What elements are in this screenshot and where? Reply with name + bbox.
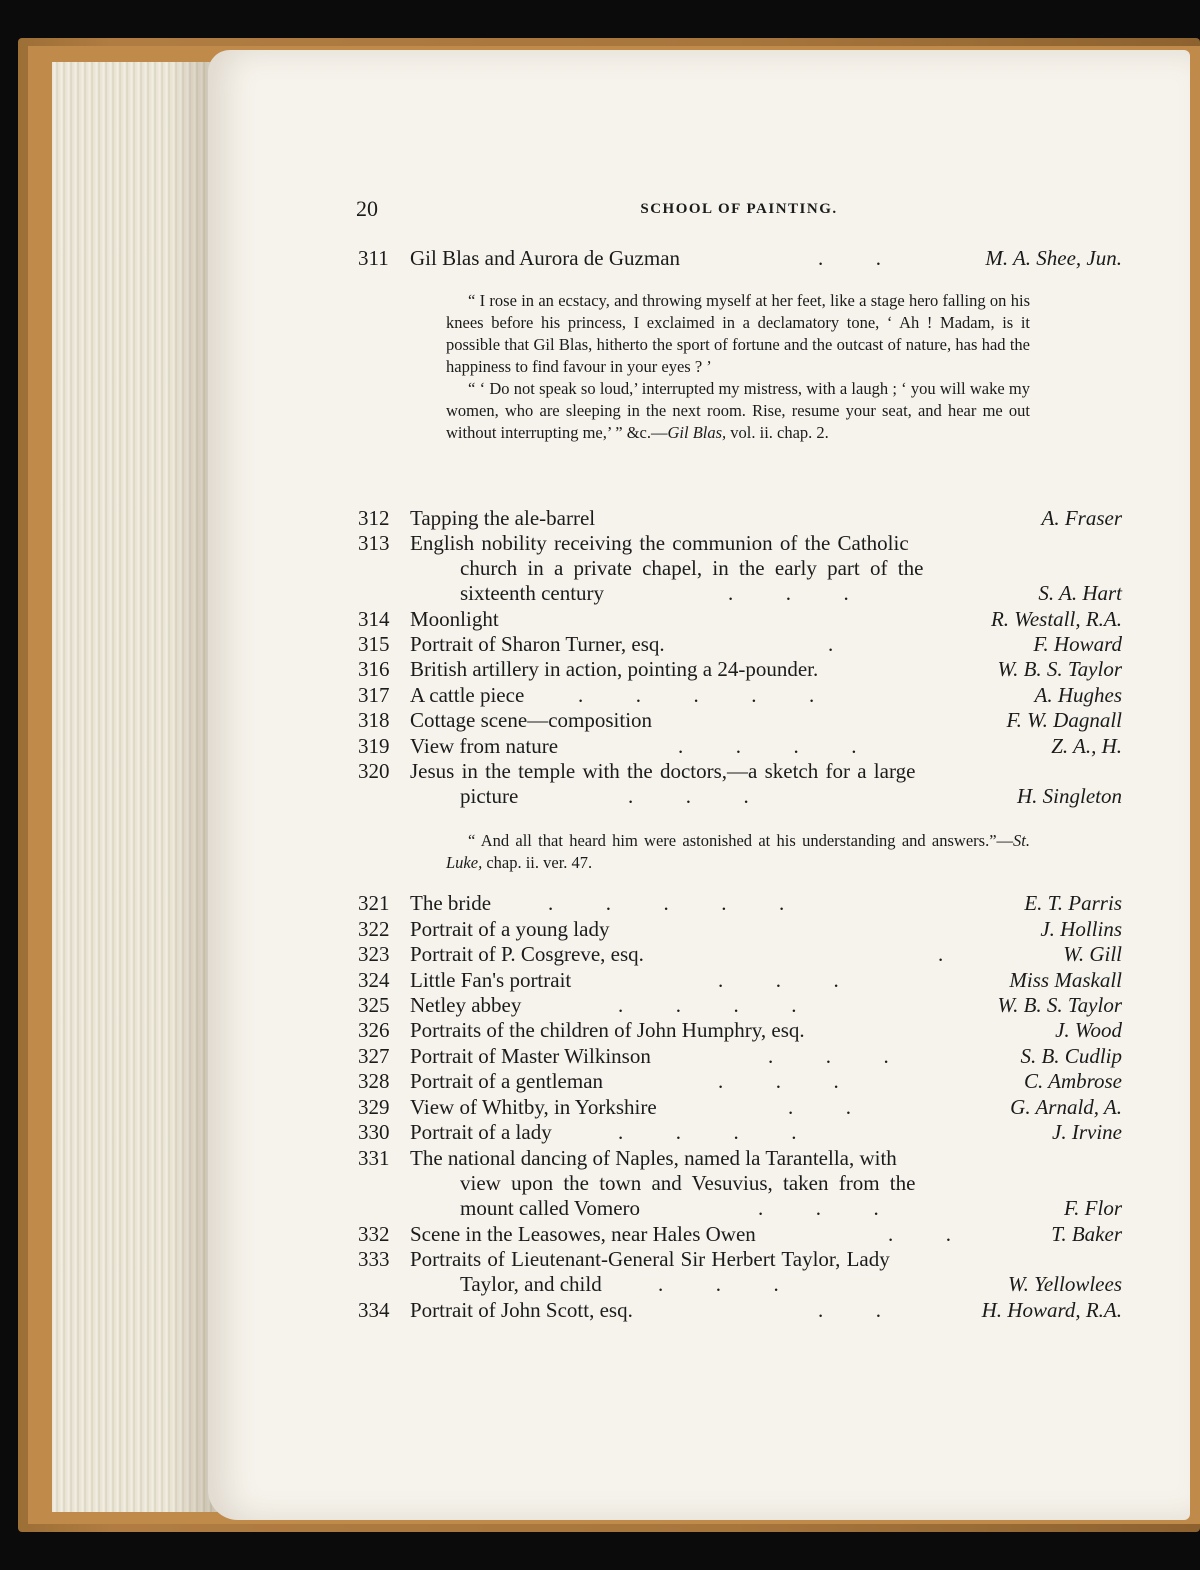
entry-artist (1051, 734, 1122, 759)
entry-title: Scene in the Leasowes, near Hales Owen (410, 1222, 756, 1246)
entry-artist: F. Flor (1064, 1196, 1122, 1220)
quote-reference: vol. ii. chap. 2. (726, 423, 829, 442)
page-number: 20 (356, 196, 378, 221)
entry-artist: F. Howard (1033, 632, 1122, 656)
entry-number: 326 (358, 1018, 390, 1042)
entry-number: 316 (358, 657, 390, 681)
entry-title: View of Whitby, in Yorkshire (410, 1095, 657, 1119)
entry-number: 319 (358, 734, 390, 758)
entry-artist: J. Irvine (1052, 1120, 1122, 1144)
entry-artist: W. Yellowlees (1008, 1272, 1122, 1296)
entry-artist: H. Singleton (1017, 784, 1122, 808)
entry-title: The bride (410, 891, 492, 915)
entry-title: English nobility receiving the communion of the Catholic (410, 531, 909, 555)
leader-dots: . . . (768, 1044, 889, 1068)
leader-dots: . . . . (618, 993, 797, 1017)
entry-title: Gil Blas and Aurora de Guzman (410, 246, 681, 270)
leader-dots: . . . (628, 784, 749, 808)
quote-text: “ And all that heard him were astonished at his understanding and answers.”— (468, 831, 1014, 850)
entry-number: 331 (358, 1146, 390, 1170)
quote-paragraph (446, 830, 1030, 874)
leader-dots: . . (788, 1095, 851, 1119)
entry-title: The national dancing of Naples, named la Tarantella, with (410, 1146, 897, 1170)
entry-number: 323 (358, 942, 390, 966)
entry-number: 333 (358, 1247, 390, 1271)
entry-artist: M. A. Shee, Jun. (985, 246, 1122, 270)
entry-artist: H. Howard, R.A. (981, 1298, 1122, 1322)
entry-number: 320 (358, 759, 390, 783)
entry-artist: W. B. S. Taylor (997, 657, 1122, 681)
entry-artist: F. W. Dagnall (1006, 708, 1122, 732)
entry-artist: E. T. Parris (1024, 891, 1122, 915)
quote-paragraph-1: “ I rose in an ecstacy, and throwing myself at her feet, like a stage hero falling on his knees before his princess, I exclaimed in a declamatory tone, ‘ Ah ! Madam, is it possible that Gil Blas, hitherto the sport of fortune and the outcast of nature, has had the happiness to find favour in your eyes ? ’ (446, 291, 1030, 376)
entry-title: Portrait of a young lady (410, 917, 610, 941)
quote-source: St. Luke, (446, 831, 1030, 872)
running-title: SCHOOL OF PAINTING. (640, 201, 838, 217)
entry-number: 332 (358, 1222, 390, 1246)
entry-artist: T. Baker (1051, 1222, 1122, 1246)
entry-title-continued: church in a private chapel, in the early part of the (460, 556, 924, 580)
quote-reference: chap. ii. ver. 47. (482, 853, 593, 872)
artist-name: Z. A., H. (1051, 734, 1122, 758)
entry-title: View from nature (410, 734, 559, 758)
entry-title: Cottage scene—composition (410, 708, 653, 732)
entry-artist: S. B. Cudlip (1020, 1044, 1122, 1068)
entry-artist: R. Westall, R.A. (990, 607, 1122, 631)
leader-dots: . . . (758, 1196, 879, 1220)
entry-title-continued: sixteenth century (460, 581, 605, 605)
entry-title-continued: view upon the town and Vesuvius, taken from the (460, 1171, 916, 1195)
quote-paragraph-2 (446, 378, 1030, 444)
quote-st-luke (446, 830, 1030, 874)
entry-title: Portrait of Sharon Turner, esq. (410, 632, 665, 656)
entry-number: 318 (358, 708, 390, 732)
entry-number: 329 (358, 1095, 390, 1119)
entry-title: A cattle piece (410, 683, 525, 707)
entry-artist: W. B. S. Taylor (997, 993, 1122, 1017)
entry-title: Portraits of Lieutenant-General Sir Herbert Taylor, Lady (410, 1247, 890, 1271)
entry-number: 321 (358, 891, 390, 915)
leader-dots: . . . (728, 581, 849, 605)
leader-dots: . . . . (678, 734, 857, 758)
leader-dots: . . . . (618, 1120, 797, 1144)
page-header (356, 196, 1122, 226)
entry-title: Little Fan's portrait (410, 968, 572, 992)
leader-dots: . (938, 942, 944, 966)
entry-artist: A. Hughes (1034, 683, 1122, 707)
entry-title-continued: Taylor, and child (460, 1272, 602, 1296)
entry-title: Portrait of a lady (410, 1120, 552, 1144)
leader-dots: . . (818, 1298, 881, 1322)
entry-number: 325 (358, 993, 390, 1017)
entry-title-continued: picture (460, 784, 519, 808)
entry-artist: J. Wood (1055, 1018, 1122, 1042)
entry-title: Portrait of John Scott, esq. (410, 1298, 633, 1322)
entry-number: 311 (358, 246, 389, 270)
entry-artist: S. A. Hart (1038, 581, 1122, 605)
entry-number: 330 (358, 1120, 390, 1144)
leader-dots: . . . (658, 1272, 779, 1296)
entry-number: 322 (358, 917, 390, 941)
entry-artist: G. Arnald, A. (1010, 1095, 1122, 1119)
leader-dots: . . . . . (548, 891, 785, 915)
entry-title: Moonlight (410, 607, 499, 631)
entry-artist: A. Fraser (1041, 506, 1122, 530)
leader-dots: . (828, 632, 834, 656)
leader-dots: . . (888, 1222, 951, 1246)
quote-text: “ ‘ Do not speak so loud,’ interrupted my mistress, with a laugh ; ‘ you will wake my women, who are sleeping in the next room. Rise, resume your seat, and hear me out without interrupting me,’ ” &c.— (446, 379, 1030, 442)
leader-dots: . . . . . (578, 683, 815, 707)
entry-title: Portrait of P. Cosgreve, esq. (410, 942, 644, 966)
entry-title-continued: mount called Vomero (460, 1196, 641, 1220)
quote-source: Gil Blas, (667, 423, 727, 442)
entry-number: 327 (358, 1044, 390, 1068)
entry-number: 312 (358, 506, 390, 530)
entry-title: Portrait of Master Wilkinson (410, 1044, 651, 1068)
entry-title: Portraits of the children of John Humphry, esq. (410, 1018, 805, 1042)
entry-number: 317 (358, 683, 390, 707)
entry-number: 314 (358, 607, 390, 631)
quote-gil-blas (446, 290, 1030, 444)
entry-number: 334 (358, 1298, 390, 1322)
entry-artist: W. Gill (1063, 942, 1122, 966)
entry-title: Jesus in the temple with the doctors,—a sketch for a large (410, 759, 916, 783)
leader-dots: . . . (718, 1069, 839, 1093)
entry-artist: C. Ambrose (1023, 1069, 1122, 1093)
entry-artist: J. Hollins (1040, 917, 1122, 941)
entry-number: 328 (358, 1069, 390, 1093)
entry-number: 324 (358, 968, 390, 992)
leader-dots: . . . (718, 968, 839, 992)
entry-number: 315 (358, 632, 390, 656)
entry-title: Tapping the ale-barrel (410, 506, 596, 530)
leader-dots: . . (818, 246, 881, 270)
entry-artist: Miss Maskall (1009, 968, 1122, 992)
entry-title: Portrait of a gentleman (410, 1069, 604, 1093)
entry-number: 313 (358, 531, 390, 555)
entry-title: Netley abbey (410, 993, 522, 1017)
entry-title: British artillery in action, pointing a 24-pounder. (410, 657, 819, 681)
